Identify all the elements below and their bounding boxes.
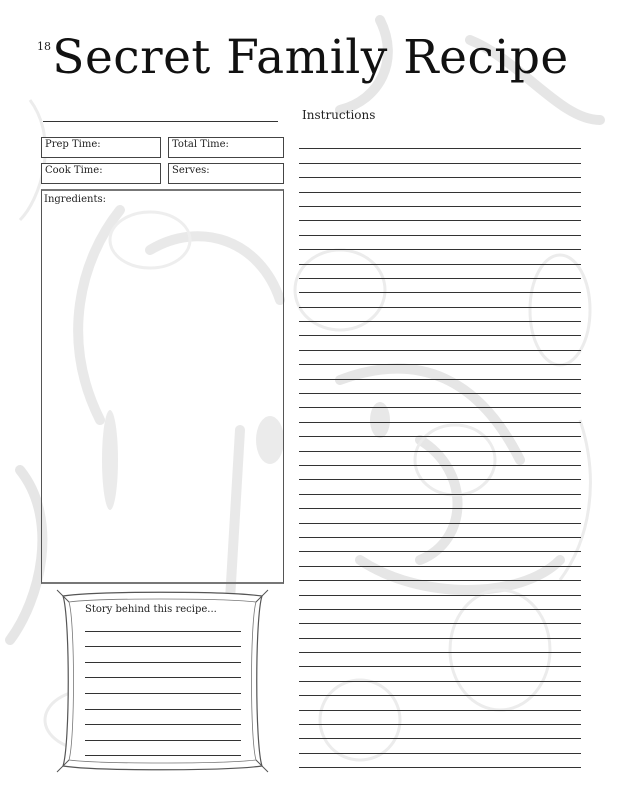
- writing-line[interactable]: [85, 632, 241, 648]
- writing-line[interactable]: [299, 552, 581, 566]
- writing-line[interactable]: [299, 682, 581, 696]
- writing-line[interactable]: [299, 336, 581, 350]
- writing-line[interactable]: [299, 164, 581, 178]
- cook-time-field[interactable]: [41, 163, 161, 184]
- writing-line[interactable]: [299, 624, 581, 638]
- writing-line[interactable]: [299, 466, 581, 480]
- writing-line[interactable]: [299, 178, 581, 192]
- writing-line[interactable]: [299, 754, 581, 768]
- writing-line[interactable]: [299, 581, 581, 595]
- writing-line[interactable]: [299, 265, 581, 279]
- writing-line[interactable]: [85, 678, 241, 694]
- writing-line[interactable]: [299, 322, 581, 336]
- serves-field[interactable]: [168, 163, 284, 184]
- prep-time-label: Prep Time:: [45, 139, 101, 150]
- writing-line[interactable]: [299, 509, 581, 523]
- writing-line[interactable]: [299, 480, 581, 494]
- writing-line[interactable]: [85, 725, 241, 741]
- page-title: Secret Family Recipe: [52, 30, 569, 85]
- writing-line[interactable]: [299, 380, 581, 394]
- writing-line[interactable]: [299, 639, 581, 653]
- writing-line[interactable]: [299, 610, 581, 624]
- writing-line[interactable]: [299, 394, 581, 408]
- writing-line[interactable]: [299, 279, 581, 293]
- writing-line[interactable]: [85, 663, 241, 679]
- instructions-writing-lines[interactable]: [299, 135, 581, 768]
- writing-line[interactable]: [299, 149, 581, 163]
- writing-line[interactable]: [299, 250, 581, 264]
- writing-line[interactable]: [299, 293, 581, 307]
- writing-line[interactable]: [299, 696, 581, 710]
- writing-line[interactable]: [299, 351, 581, 365]
- instructions-label: Instructions: [302, 108, 376, 122]
- writing-line[interactable]: [299, 538, 581, 552]
- writing-line[interactable]: [299, 495, 581, 509]
- ingredients-label: Ingredients:: [44, 194, 106, 205]
- writing-line[interactable]: [299, 365, 581, 379]
- writing-line[interactable]: [299, 437, 581, 451]
- writing-line[interactable]: [85, 616, 241, 632]
- writing-line[interactable]: [85, 741, 241, 757]
- writing-line[interactable]: [299, 524, 581, 538]
- page-number: 18: [37, 40, 51, 53]
- writing-line[interactable]: [299, 221, 581, 235]
- story-label: Story behind this recipe...: [85, 604, 217, 615]
- writing-line[interactable]: [299, 236, 581, 250]
- writing-line[interactable]: [299, 667, 581, 681]
- writing-line[interactable]: [85, 647, 241, 663]
- writing-line[interactable]: [299, 567, 581, 581]
- writing-line[interactable]: [299, 596, 581, 610]
- prep-time-field[interactable]: [41, 137, 161, 158]
- writing-line[interactable]: [299, 207, 581, 221]
- writing-line[interactable]: [299, 739, 581, 753]
- writing-line[interactable]: [299, 193, 581, 207]
- writing-line[interactable]: [299, 308, 581, 322]
- serves-label: Serves:: [172, 165, 210, 176]
- cook-time-label: Cook Time:: [45, 165, 103, 176]
- total-time-label: Total Time:: [172, 139, 229, 150]
- writing-line[interactable]: [299, 135, 581, 149]
- writing-line[interactable]: [299, 452, 581, 466]
- ingredients-box[interactable]: [41, 189, 284, 584]
- story-writing-lines[interactable]: [85, 616, 241, 756]
- writing-line[interactable]: [85, 710, 241, 726]
- writing-line[interactable]: [299, 711, 581, 725]
- writing-line[interactable]: [299, 725, 581, 739]
- writing-line[interactable]: [299, 408, 581, 422]
- writing-line[interactable]: [299, 423, 581, 437]
- writing-line[interactable]: [85, 694, 241, 710]
- recipe-name-line[interactable]: [43, 121, 278, 122]
- total-time-field[interactable]: [168, 137, 284, 158]
- writing-line[interactable]: [299, 653, 581, 667]
